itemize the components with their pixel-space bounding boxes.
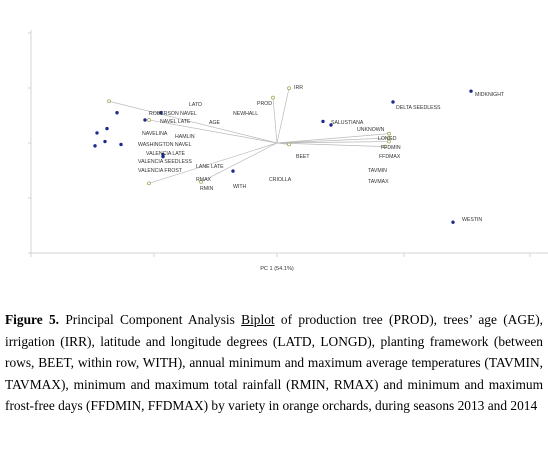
point-label: RMIN (200, 186, 214, 192)
caption-text-rest: of production tree (PROD), trees’ age (AGE), irrigation (IRR), latitude and longitude degrees (LATD, LONGD), planting framework (between rows, BEET, within row, WITH), annual minimum and maximum average temperatures (TAVMIN, TAVMAX), minimum and maximum total rainfall (RMIN, RMAX) and minimum and maximum frost-free days (FFDMIN, FFDMAX) by variety in orange orchards, during seasons 2013 and 2014 (5, 312, 544, 414)
point-label: AGE (209, 120, 220, 126)
point-label: NAVEL LATE (160, 119, 191, 125)
point-label: FFDMAX (379, 154, 401, 160)
caption-underlined-word: Biplot (241, 312, 275, 327)
x-axis-label: PC 1 (54.1%) (260, 266, 294, 272)
variety-point (105, 127, 108, 130)
point-label: VALENCIA SEEDLESS (138, 159, 192, 165)
figure-caption (5, 309, 543, 417)
variable-point (288, 143, 291, 146)
point-label: DELTA SEEDLESS (396, 105, 441, 111)
point-label: WESTIN (462, 217, 483, 223)
point-label: ROBERSON NAVEL (149, 111, 197, 117)
variety-point (143, 118, 146, 121)
point-label: NAVELINA (142, 131, 168, 137)
point-label: LONGD (378, 136, 397, 142)
point-label: WITH (233, 184, 247, 190)
variety-point (321, 120, 324, 123)
point-label: VALENCIA LATE (146, 151, 186, 157)
point-label: SALUSTIANA (331, 120, 364, 126)
variable-point (272, 96, 275, 99)
point-label: CRIOLLA (269, 177, 292, 183)
variety-point (103, 140, 106, 143)
variable-point (388, 132, 391, 135)
point-label: HAMLIN (175, 134, 195, 140)
loading-vector (201, 143, 277, 182)
loading-vector (277, 88, 289, 143)
variety-point (115, 111, 118, 114)
point-label: PROD (257, 101, 272, 107)
figure-number: Figure 5. (5, 312, 60, 327)
variety-point (119, 143, 122, 146)
variable-point (148, 118, 151, 121)
point-label: IRR (294, 85, 303, 91)
point-label: FFDMIN (381, 145, 401, 151)
point-label: BEET (296, 154, 310, 160)
variety-point (93, 144, 96, 147)
point-label: VALENCIA FROST (138, 168, 183, 174)
variety-point (391, 100, 394, 103)
point-label: TAVMAX (368, 179, 389, 185)
loading-vector (273, 98, 277, 143)
point-label: LANE LATE (196, 164, 224, 170)
point-label: NEWHALL (233, 111, 259, 117)
variable-point (148, 182, 151, 185)
variable-point (288, 87, 291, 90)
variable-point (108, 100, 111, 103)
point-label: WASHINGTON NAVEL (138, 142, 192, 148)
point-label: RMAX (196, 177, 211, 183)
loading-vector (277, 143, 385, 147)
point-label: MIDKNIGHT (475, 92, 505, 98)
caption-text-start: Principal Component Analysis (59, 312, 242, 327)
variety-point (469, 89, 472, 92)
variety-point (451, 221, 454, 224)
point-label: TAVMIN (368, 168, 387, 174)
point-label: LATD (189, 102, 202, 108)
point-label: UNKNOWN (357, 127, 385, 133)
variety-point (95, 131, 98, 134)
variety-point (231, 169, 234, 172)
